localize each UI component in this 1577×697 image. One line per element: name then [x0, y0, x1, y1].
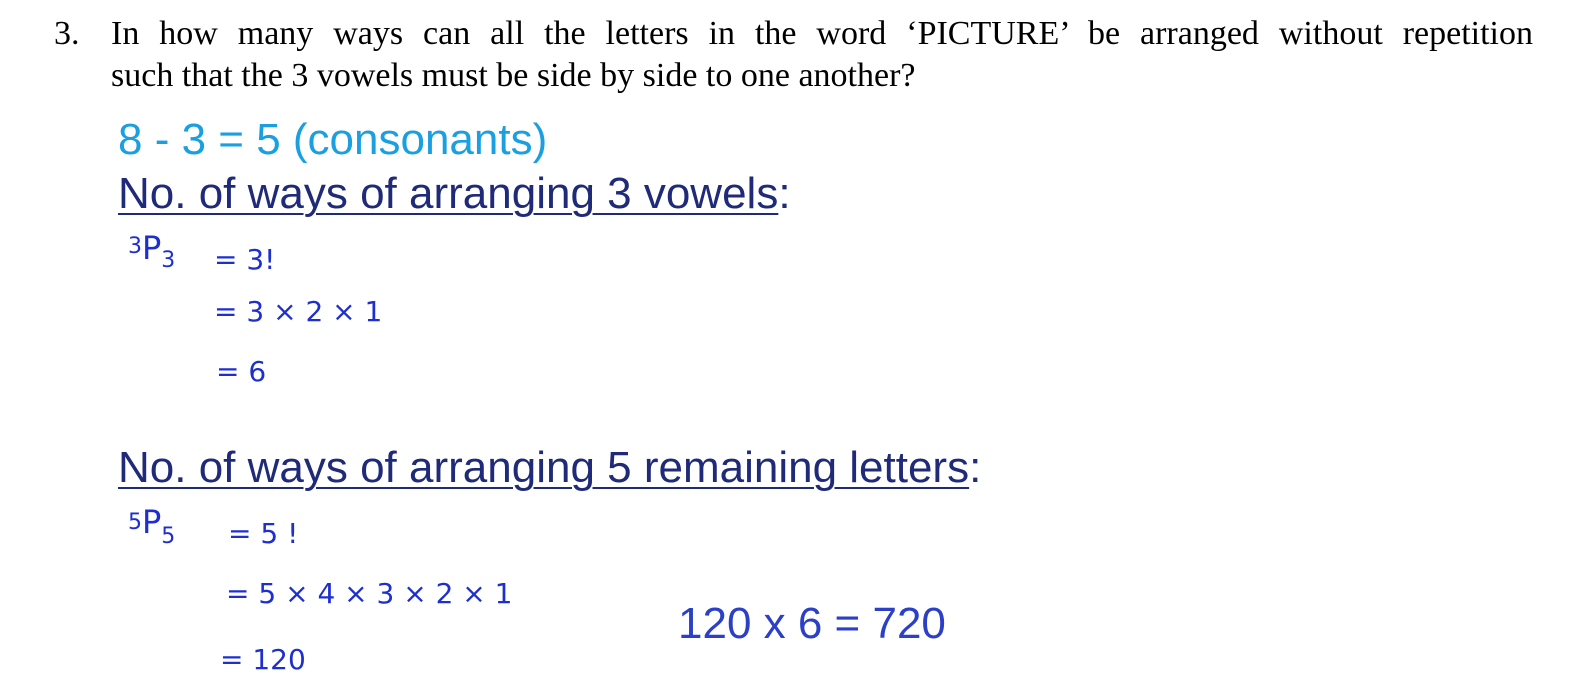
- heading-arranging-remaining: [118, 443, 982, 492]
- final-answer: 120 x 6 = 720: [678, 599, 946, 648]
- question-text-line-2: such that the 3 vowels must be side by side to one another?: [111, 57, 916, 94]
- heading-vowels-text: No. of ways of arranging 3 vowels: [118, 169, 779, 218]
- heading-remaining-text: No. of ways of arranging 5 remaining letters: [118, 443, 970, 492]
- consonants-line: 8 - 3 = 5 (consonants): [118, 115, 548, 164]
- remaining-permutation-notation: [128, 503, 176, 549]
- heading-remaining-colon: :: [969, 443, 982, 492]
- vowels-perm-letter: P: [142, 229, 162, 267]
- vowels-permutation-notation: [128, 229, 176, 273]
- remaining-step-3: = 120: [220, 643, 306, 676]
- remaining-perm-subscript: 5: [161, 524, 176, 549]
- vowels-step-3: = 6: [216, 355, 267, 388]
- vowels-perm-superscript: 3: [128, 234, 142, 259]
- vowels-step-1: = 3!: [214, 243, 276, 276]
- remaining-perm-letter: P: [142, 503, 162, 541]
- question-number: 3.: [54, 15, 80, 52]
- remaining-step-1: = 5 !: [228, 517, 299, 550]
- vowels-perm-subscript: 3: [161, 248, 176, 273]
- remaining-perm-superscript: 5: [128, 510, 142, 535]
- vowels-step-2: = 3 × 2 × 1: [214, 295, 383, 328]
- question-text-line-1: In how many ways can all the letters in the word ‘PICTURE’ be arranged without repetition: [111, 15, 1533, 52]
- heading-vowels-colon: :: [778, 169, 791, 218]
- heading-arranging-vowels: [118, 169, 791, 218]
- remaining-step-2: = 5 × 4 × 3 × 2 × 1: [226, 577, 513, 610]
